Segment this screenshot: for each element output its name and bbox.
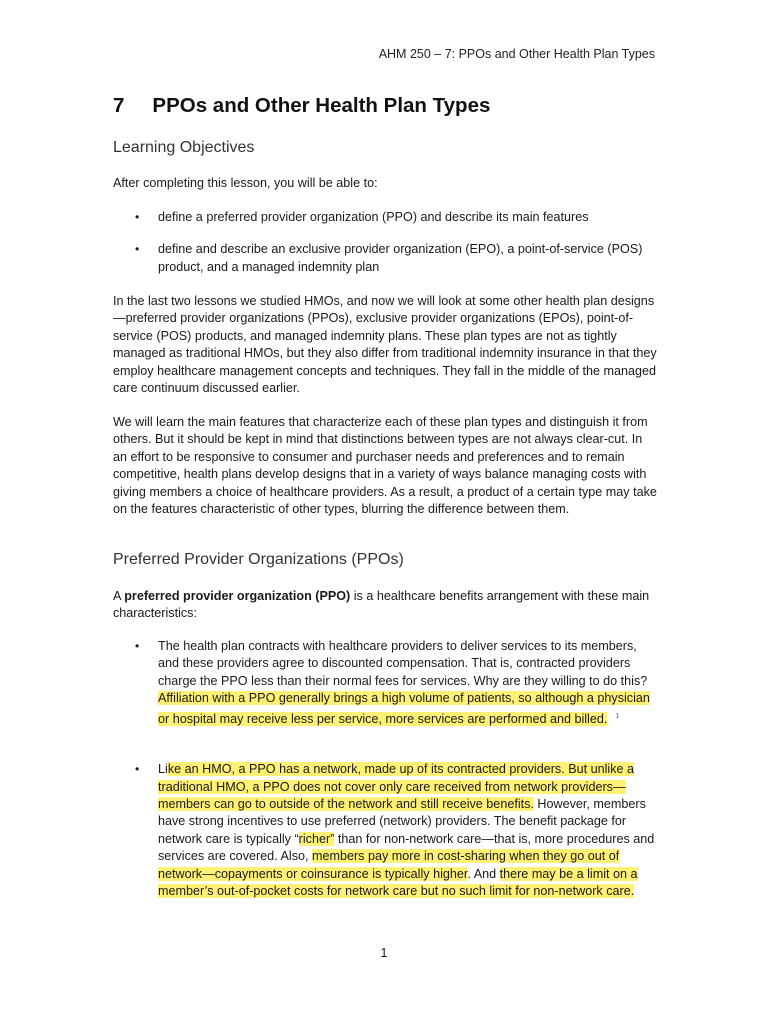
highlighted-text: Affiliation with a PPO generally brings a high volume of patients, so although a physician or hospital may receive less per service, more services are performed and billed.	[158, 691, 650, 726]
ppo-characteristics-list	[113, 638, 658, 900]
page-number: 1	[380, 946, 388, 960]
running-header: AHM 250 – 7: PPOs and Other Health Plan Types	[378, 47, 655, 61]
highlighted-text: richer”	[298, 831, 335, 846]
highlighted-text: members pay more in cost-sharing when they go out of network—copayments or coinsurance is typically higher	[158, 849, 620, 881]
highlighted-text: ke an HMO, a PPO has a network, made up of its contracted providers. But unlike a traditional HMO, a PPO does not cover only care received from network providers—members can go to outside of the network and still receive benefits.	[158, 762, 635, 812]
chapter-title	[113, 94, 490, 118]
chapter-title-text: PPOs and Other Health Plan Types	[152, 94, 491, 117]
bullet-icon: •	[135, 210, 140, 224]
bullet-icon: •	[135, 639, 140, 653]
chapter-number: 7	[113, 94, 125, 117]
list-item: • define and describe an exclusive provider organization (EPO), a point-of-service (POS) product, and a managed indemnity plan	[135, 242, 643, 274]
list-item: • Like an HMO, a PPO has a network, made up of its contracted providers. But unlike a traditional HMO, a PPO does not cover only care received from network providers—members can go to outside of the network and still receive benefits. However, members have strong incentives to use preferred (network) providers. The benefit package for network care is typically “richer” than for non-network care—that is, more procedures and services are covered. Also, members pay more in cost-sharing when they go out of network—copayments or coinsurance is typically higher. And there may be a limit on a member’s out-of-pocket costs for network care but no such limit for non-network care.	[135, 762, 655, 899]
ppo-definition: A preferred provider organization (PPO) is a healthcare benefits arrangement with these main characteristics:	[113, 589, 650, 621]
distinction-paragraph: We will learn the main features that characterize each of these plan types and distinguish it from others. But it should be kept in mind that distinctions between types are not always clear-cut. In an effort to be responsive to consumer and purchaser needs and preferences and to remain competitive, health plans develop designs that in a variety of ways balance managing costs with giving members a choice of healthcare providers. As a result, a product of a certain type may take on the features characteristic of other types, blurring the difference between them.	[113, 415, 657, 517]
bullet-icon: •	[135, 242, 140, 257]
list-item: • The health plan contracts with healthcare providers to deliver services to its members, and these providers agree to discounted compensation. That is, contracted providers charge the PPO less than their normal fees for services. Why are they willing to do this? Affiliation with a PPO generally brings a high volume of patients, so although a physician or hospital may receive less per service, more services are performed and billed. $^1$	[135, 639, 650, 726]
intro-paragraph: In the last two lessons we studied HMOs, and now we will look at some other health plan designs—preferred provider organizations (PPOs), exclusive provider organizations (EPOs), point-of-service (POS) products, and managed indemnity plans. These plan types are not as tightly managed as traditional HMOs, but they also differ from traditional indemnity insurance in that they employ healthcare management concepts and techniques. They fall in the middle of the managed care continuum discussed earlier.	[113, 294, 657, 396]
ppo-term: preferred provider organization (PPO)	[124, 589, 351, 603]
list-item: • define a preferred provider organization (PPO) and describe its main features	[113, 209, 658, 226]
learning-objectives-heading: Learning Objectives	[113, 139, 255, 156]
footnote-marker[interactable]: 1	[615, 712, 620, 720]
highlighted-text: there may be a limit on a member’s out-of-pocket costs for network care but no such limit for non-network care.	[158, 866, 638, 899]
bullet-icon: •	[135, 762, 140, 777]
objectives-list	[113, 209, 658, 276]
objectives-intro: After completing this lesson, you will be able to:	[113, 176, 378, 190]
ppo-heading: Preferred Provider Organizations (PPOs)	[113, 551, 404, 568]
